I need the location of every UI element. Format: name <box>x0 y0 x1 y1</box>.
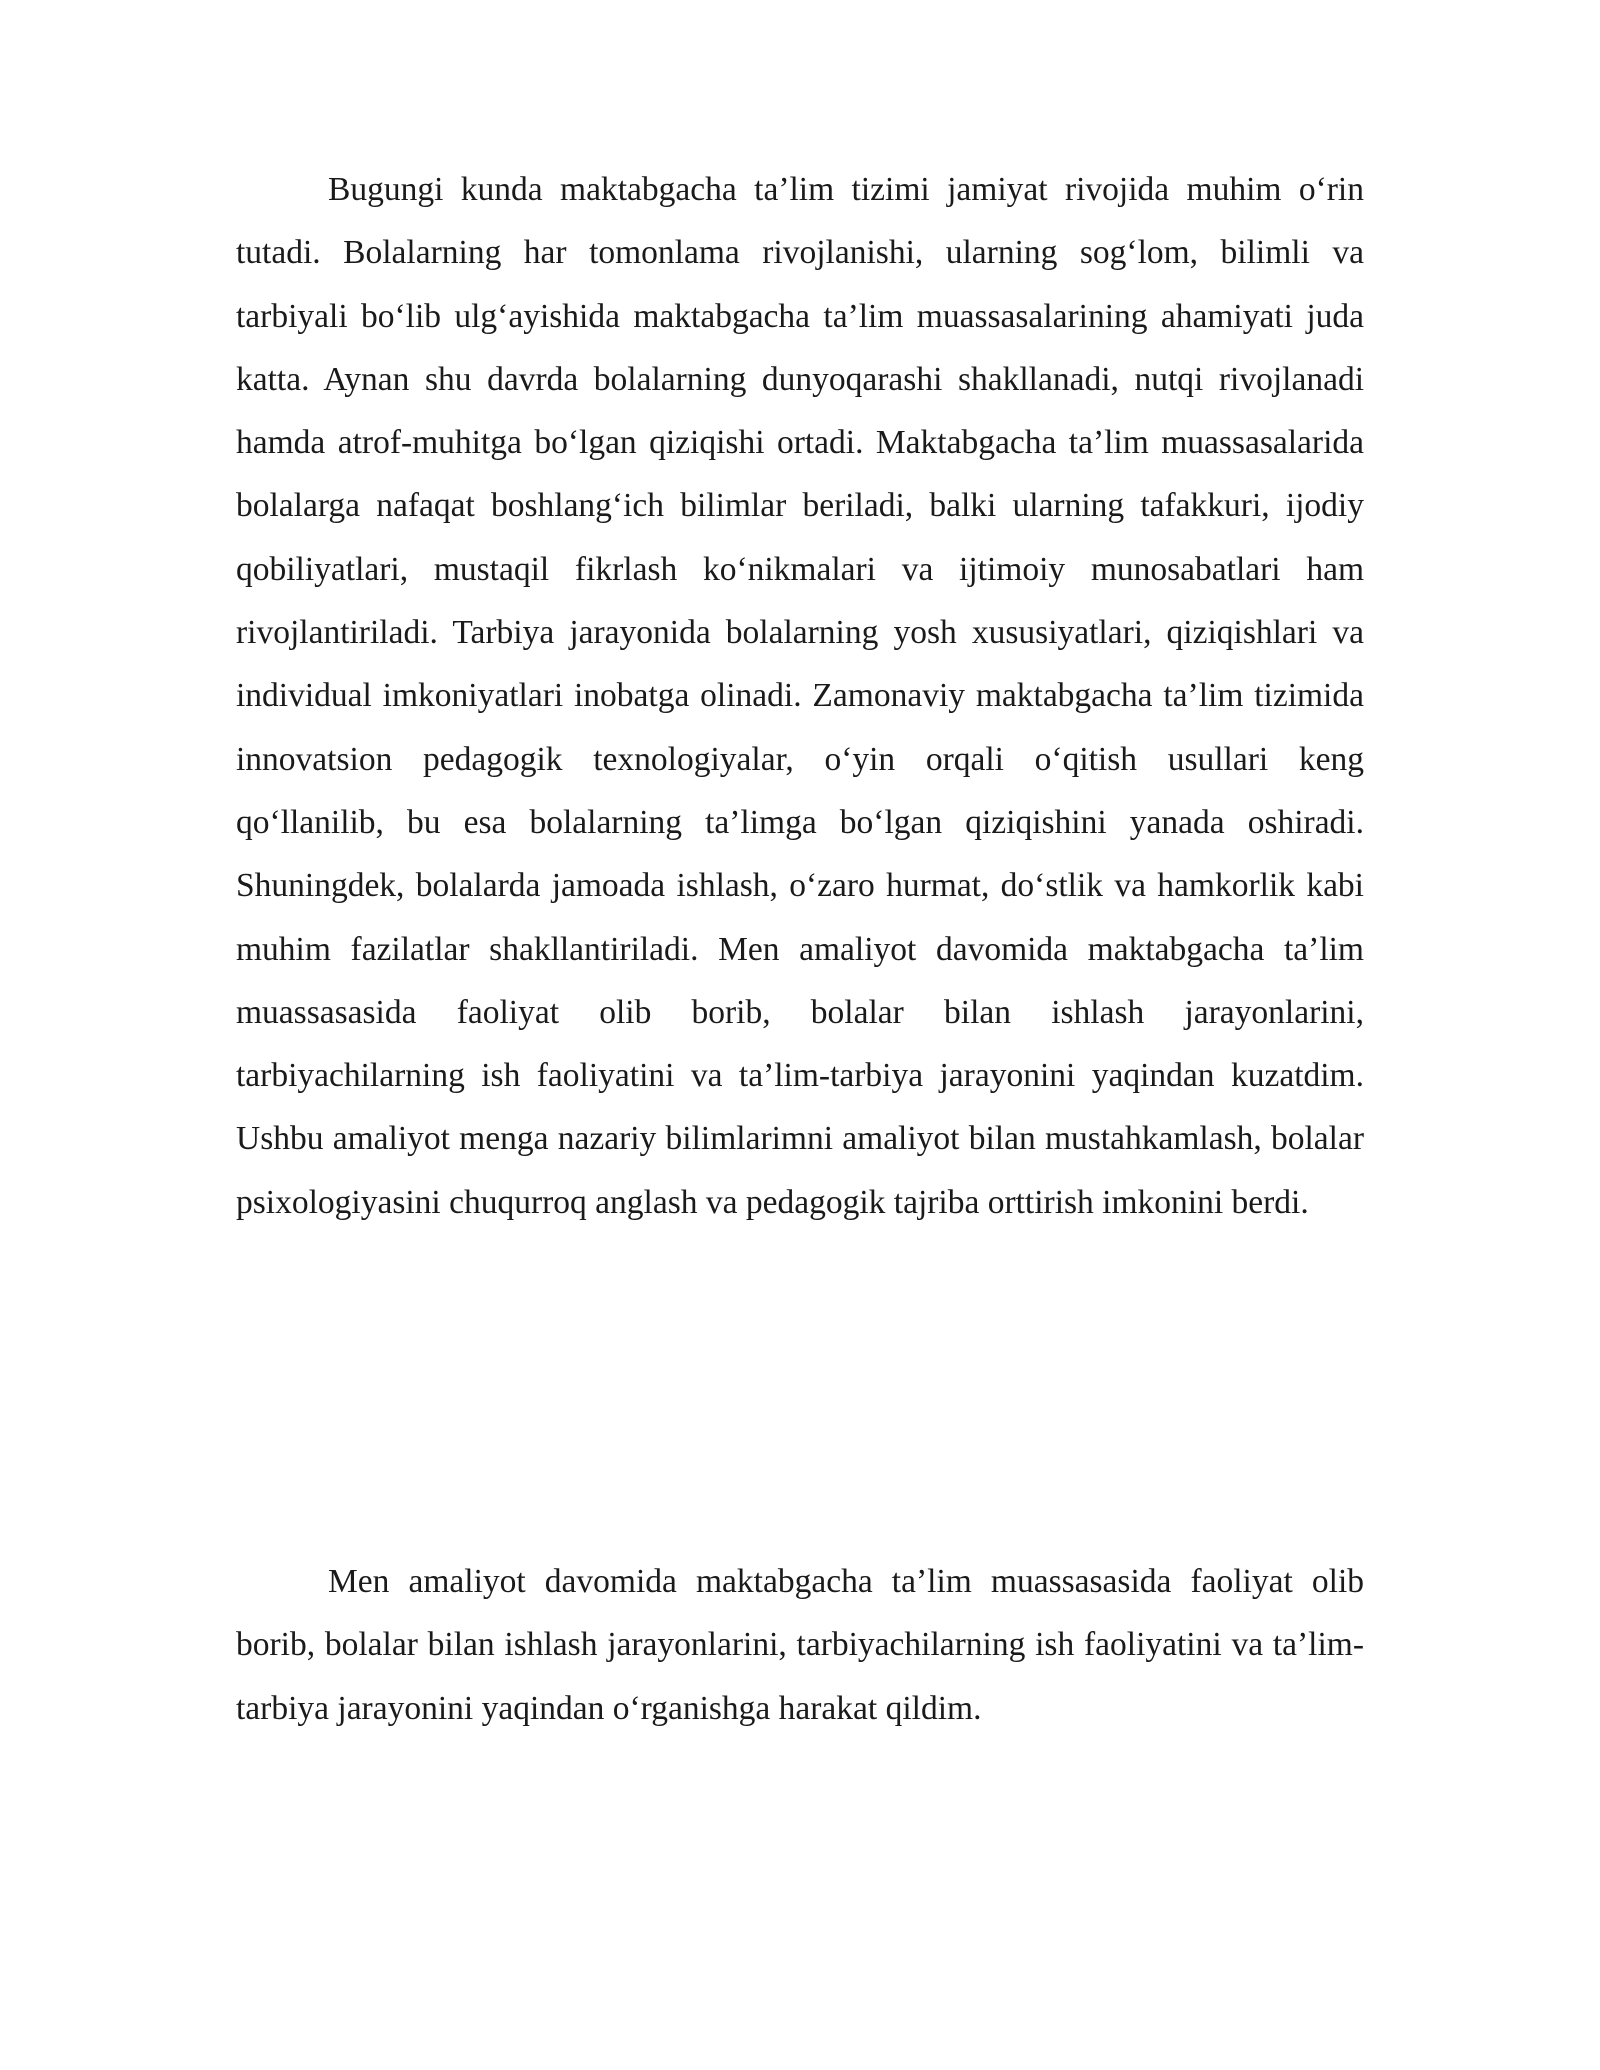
body-paragraph-2: Men amaliyot davomida maktabgacha ta’lim muassasasida faoliyat olib borib, bolalar bilan ishlash jarayonlarini, tarbiyachilarning ish faoliyatini va ta’lim-tarbiya jarayonini yaqindan o‘rganishga harakat qildim. <box>236 1563 1364 1727</box>
body-paragraph-1: Bugungi kunda maktabgacha ta’lim tizimi jamiyat rivojida muhim o‘rin tutadi. Bolalarning har tomonlama rivojlanishi, ularning sog‘lom, bilimli va tarbiyali bo‘lib ulg‘ayishida maktabgacha ta’lim muassasalarining ahamiyati juda katta. Aynan shu davrda bolalarning dunyoqarashi shakllanadi, nutqi rivojlanadi hamda atrof-muhitga bo‘lgan qiziqishi ortadi. Maktabgacha ta’lim muassasalarida bolalarga nafaqat boshlang‘ich bilimlar beriladi, balki ularning tafakkuri, ijodiy qobiliyatlari, mustaqil fikrlash ko‘nikmalari va ijtimoiy munosabatlari ham rivojlantiriladi. Tarbiya jarayonida bolalarning yosh xususiyatlari, qiziqishlari va individual imkoniyatlari inobatga olinadi. Zamonaviy maktabgacha ta’lim tizimida innovatsion pedagogik texnologiyalar, o‘yin orqali o‘qitish usullari keng qo‘llanilib, bu esa bolalarning ta’limga bo‘lgan qiziqishini yanada oshiradi. Shuningdek, bolalarda jamoada ishlash, o‘zaro hurmat, do‘stlik va hamkorlik kabi muhim fazilatlar shakllantiriladi. Men amaliyot davomida maktabgacha ta’lim muassasasida faoliyat olib borib, bolalar bilan ishlash jarayonlarini, tarbiyachilarning ish faoliyatini va ta’lim-tarbiya jarayonini yaqindan kuzatdim. Ushbu amaliyot menga nazariy bilimlarimni amaliyot bilan mustahkamlash, bolalar psixologiyasini chuqurroq anglash va pedagogik tajriba orttirish imkonini berdi. <box>236 171 1364 1221</box>
